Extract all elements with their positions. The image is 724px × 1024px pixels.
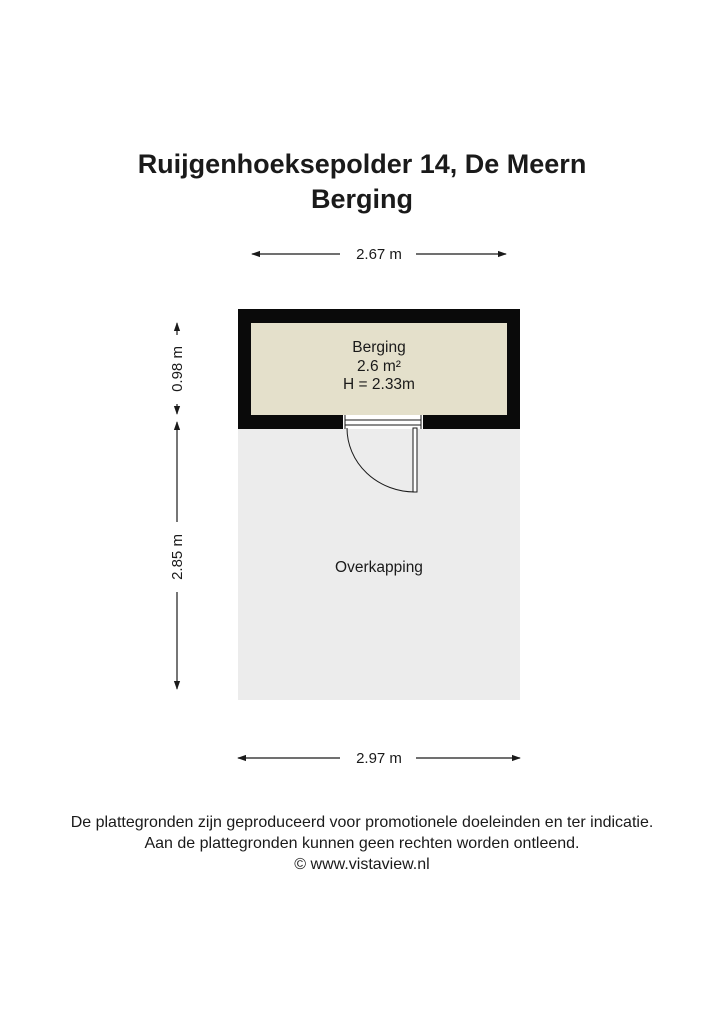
dimension-label-top: 2.67 m: [356, 246, 402, 263]
berging-height-label: H = 2.33m: [343, 376, 415, 393]
door-opening: [343, 415, 423, 429]
berging-name-label: Berging: [352, 339, 406, 356]
page-title: Ruijgenhoeksepolder 14, De Meern: [137, 149, 587, 179]
copyright-link[interactable]: © www.vistaview.nl: [294, 856, 430, 873]
dimension-label-bottom: 2.97 m: [356, 750, 402, 767]
door-leaf: [413, 428, 417, 492]
page-subtitle: Berging: [310, 184, 413, 214]
dimension-label-left-lower: 2.85 m: [169, 534, 186, 580]
disclaimer-line-1: De plattegronden zijn geproduceerd voor promotionele doeleinden en ter indicatie.: [70, 814, 654, 831]
berging-area-label: 2.6 m²: [357, 358, 401, 375]
disclaimer-line-2: Aan de plattegronden kunnen geen rechten worden ontleend.: [144, 835, 580, 852]
overkapping-name-label: Overkapping: [335, 559, 423, 576]
dimension-label-left-upper: 0.98 m: [169, 346, 186, 392]
